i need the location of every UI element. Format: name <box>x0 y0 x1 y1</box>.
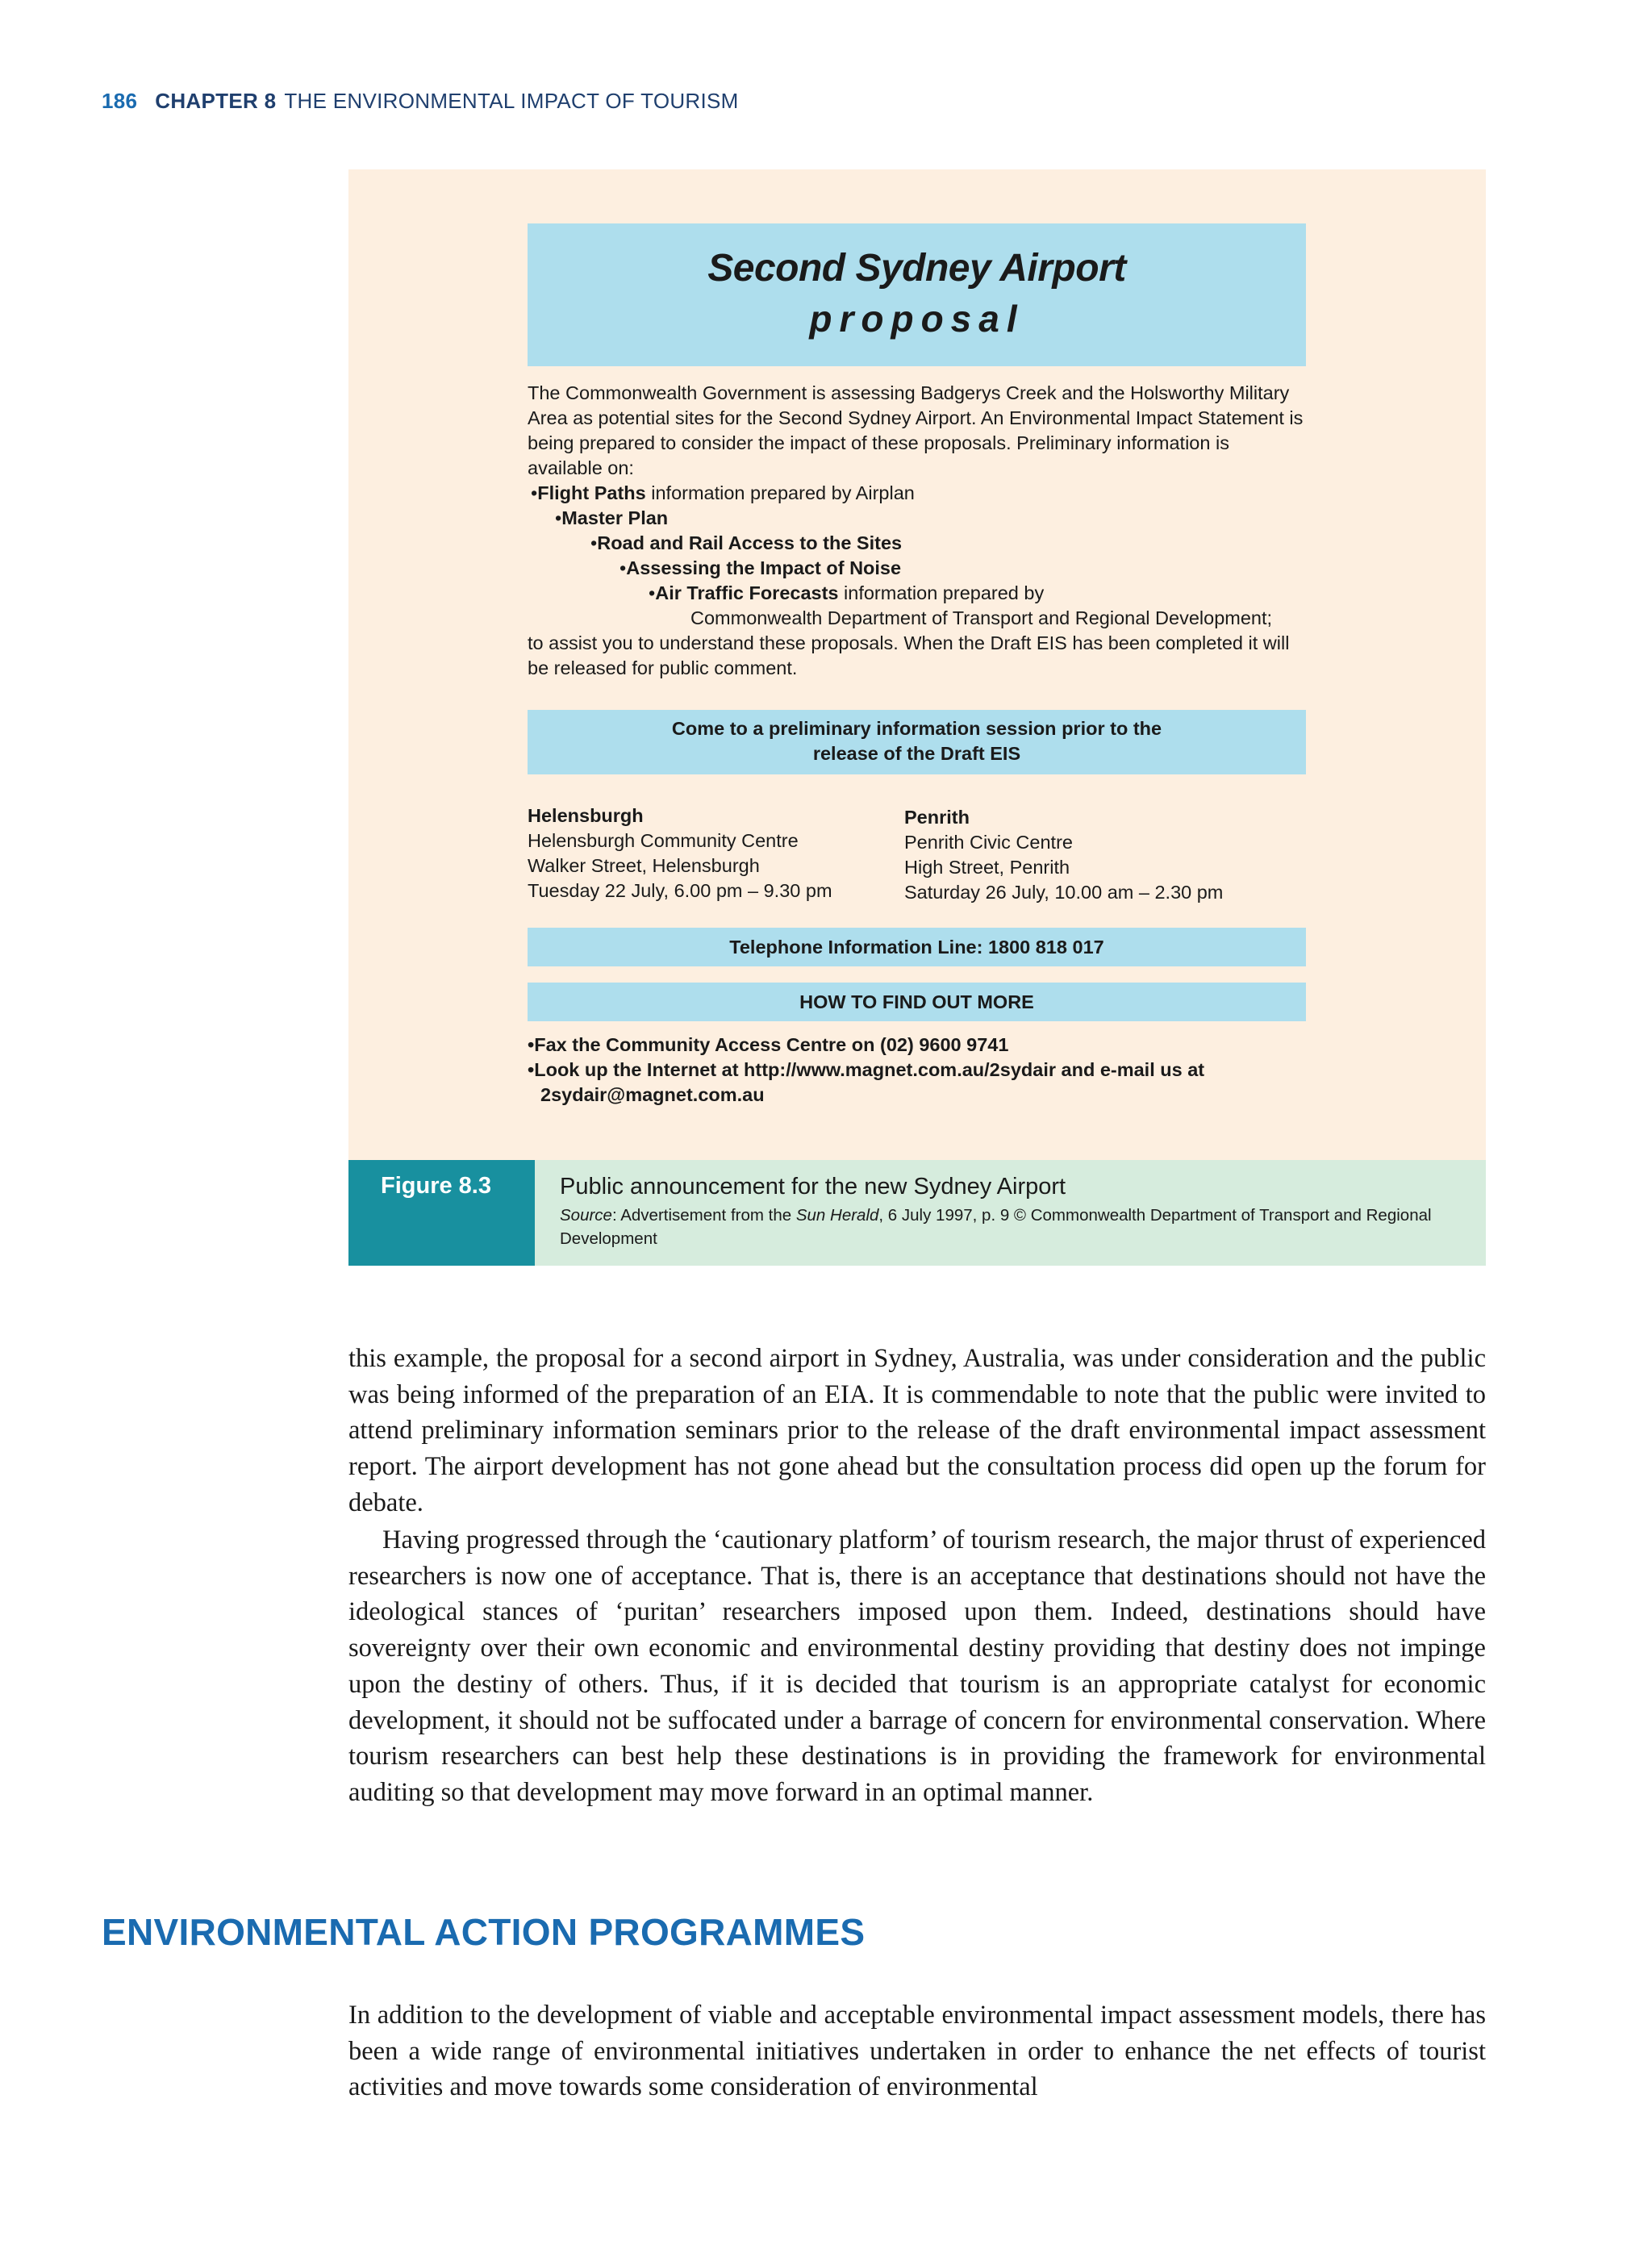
advert-outro: to assist you to understand these proposals. When the Draft EIS has been completed it will be released for public comment. <box>528 632 1290 678</box>
phone-band: Telephone Information Line: 1800 818 017 <box>528 928 1306 966</box>
bullet-rest: information prepared by Airplan <box>645 482 915 503</box>
advert-intro: The Commonwealth Government is assessing Badgerys Creek and the Holsworthy Military Area as potential sites for the Second Sydney Airport. An Environmental Impact Statement is being prepared to consider the impact of these proposals. Preliminary information is available on: <box>528 382 1304 478</box>
bullet-flight-paths: •Flight Paths information prepared by Airplan <box>531 482 915 503</box>
figure-label-box <box>348 1160 535 1266</box>
advert-title-band <box>528 223 1306 366</box>
venue-name: Penrith <box>904 807 970 828</box>
bullet-road-rail: •Road and Rail Access to the Sites <box>590 532 903 553</box>
venue-place: Penrith Civic Centre <box>904 832 1073 853</box>
session-line-1: Come to a preliminary information session prior to the <box>671 718 1162 739</box>
advert <box>528 223 1306 1108</box>
figure-label: Figure 8.3 <box>381 1173 491 1199</box>
chapter-title: THE ENVIRONMENTAL IMPACT OF TOURISM <box>284 89 739 113</box>
find-more-email: 2sydair@magnet.com.au <box>540 1084 765 1105</box>
figure-caption <box>348 1160 1486 1266</box>
venue-penrith <box>904 805 1223 905</box>
find-more-item: •Fax the Community Access Centre on (02) 9600 9741 <box>528 1034 1009 1055</box>
find-more-item: •Look up the Internet at http://www.magnet.com.au/2sydair and e-mail us at <box>528 1059 1205 1080</box>
body-paragraph-2: Having progressed through the ‘cautionary platform’ of tourism research, the major thrust of experienced researchers is now one of acceptance. That is, there is an acceptance that destinations should not have the ideological stances of ‘puritan’ researchers imposed upon them. Indeed, destinations should have sovereignty over their own economic and environmental destiny providing that destiny does not impinge upon the destiny of others. Thus, if it is decided that tourism is an appropriate catalyst for economic development, it should not be suffocated under a barrage of concern for environmental conservation. Where tourism researchers can best help these destinations is in providing the framework for environmental auditing so that development may move forward in an optimal manner. <box>348 1525 1486 1807</box>
caption-title: Public announcement for the new Sydney Airport <box>560 1174 1066 1200</box>
find-more-list <box>528 1033 1306 1108</box>
venue-time: Tuesday 22 July, 6.00 pm – 9.30 pm <box>528 880 832 901</box>
bullet-bold: Master Plan <box>561 507 669 528</box>
bullet-continuation: Commonwealth Department of Transport and Regional Development; <box>690 607 1273 628</box>
venue-time: Saturday 26 July, 10.00 am – 2.30 pm <box>904 882 1224 903</box>
venue-place: Helensburgh Community Centre <box>528 830 799 851</box>
figure-advert-panel <box>348 169 1486 1160</box>
venues <box>528 803 1306 916</box>
section-heading: ENVIRONMENTAL ACTION PROGRAMMES <box>102 1911 866 1953</box>
bullet-master-plan: •Master Plan <box>555 507 669 528</box>
bullet-bold: Assessing the Impact of Noise <box>626 557 902 578</box>
caption-text <box>560 1173 1463 1250</box>
advert-subtitle: proposal <box>809 298 1024 340</box>
chapter-label: CHAPTER 8 <box>155 89 277 113</box>
advert-title: Second Sydney Airport <box>707 247 1126 290</box>
body-paragraph-3: In addition to the development of viable and acceptable environmental impact assessment models, there has been a wide range of environmental initiatives undertaken in order to enhance the net effects of tourist activities and move towards some consideration of environmental <box>348 2001 1486 2102</box>
session-line-2: release of the Draft EIS <box>812 743 1021 764</box>
bullet-bold: Flight Paths <box>537 482 646 503</box>
page-number: 186 <box>102 89 138 113</box>
venue-street: Walker Street, Helensburgh <box>528 855 760 876</box>
bullet-air-traffic: •Air Traffic Forecasts information prepared by <box>649 582 1045 603</box>
venue-name: Helensburgh <box>528 805 644 826</box>
caption-source: Source: Advertisement from the Sun Herald, 6 July 1997, p. 9 © Commonwealth Department of Transport and Regional Development <box>560 1206 1432 1248</box>
running-head <box>102 89 739 114</box>
bullet-rest: information prepared by <box>838 582 1045 603</box>
venue-helensburgh <box>528 803 832 903</box>
body-paragraph-1: this example, the proposal for a second airport in Sydney, Australia, was under consideration and the public was being informed of the preparation of an EIA. It is commendable to note that the public were invited to attend preliminary information seminars prior to the release of the draft environmental impact assessment report. The airport development has not gone ahead but the consultation process did open up the forum for debate. <box>348 1344 1486 1517</box>
session-band <box>528 710 1306 774</box>
venue-street: High Street, Penrith <box>904 857 1070 878</box>
bullet-noise: •Assessing the Impact of Noise <box>620 557 902 578</box>
bullet-bold: Air Traffic Forecasts <box>655 582 839 603</box>
bullet-bold: Road and Rail Access to the Sites <box>597 532 903 553</box>
find-more-band: HOW TO FIND OUT MORE <box>528 983 1306 1021</box>
